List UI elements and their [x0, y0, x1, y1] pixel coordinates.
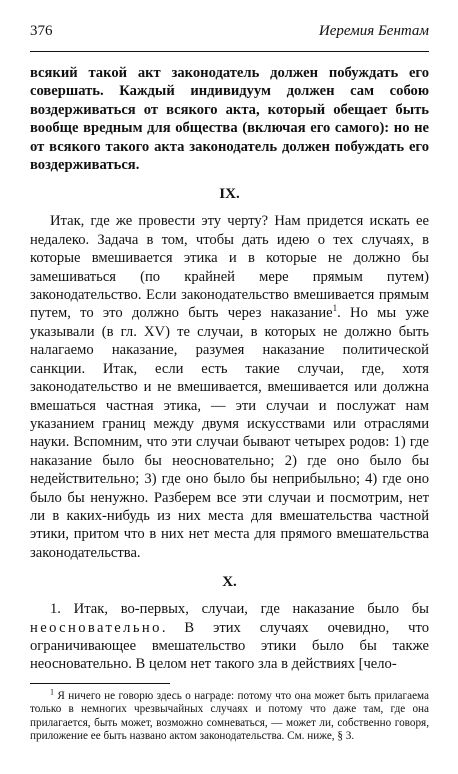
- section-heading-ix: IX.: [219, 186, 240, 203]
- paragraph-text: 1. Итак, во-первых, случаи, где наказание было бы: [50, 601, 429, 618]
- emphasized-word: неосновательно: [30, 619, 162, 636]
- page-number: 376: [30, 23, 53, 39]
- running-title: Иеремия Бентам: [318, 23, 429, 39]
- page-header: [30, 0, 429, 49]
- footnote-ref[interactable]: 1: [332, 303, 338, 314]
- header-rule: [30, 51, 429, 52]
- paragraph-text-cont: . Но мы уже указывали (в гл. XV) те случаи, в которых не должно быть налагаемо наказание, разумея наказание политической санкции. Итак, если есть такие случаи, где, хотя законодательство и не вмешивается, вмешивается или должна вмешаться частная этика, — эти случаи и послужат нам указанием границ между двумя искусствами или отраслями науки. Вспомним, что эти случаи бывают четырех родов: 1) где наказание было бы неосновательно; 2) где оно было бы недействительно; 3) где оно было бы неприбыльно; 4) где оно было бы ненужно. Разберем все эти случаи и посмотрим, нет ли в каких-нибудь из них места для вмешательства частной этики, притом что в них нет места для прямого вмешательства законодательства.: [30, 305, 429, 561]
- footnote-rule: [30, 683, 170, 684]
- paragraph-text-cont: . В этих случаях очевидно, что ограничивающее вмешательство этики было бы также неосновательно. В целом нет такого зла в действиях [чело-: [30, 619, 429, 673]
- footnote-text: Я ничего не говорю здесь о награде: потому что она может быть прилагаема только в немногих чрезвычайных случаях и потому что даже там, где она прилагается, быть может, возможно сомневаться, — может ли, собственно говоря, приложение ее быть названо актом законодательства. См. ниже, § 3.: [30, 689, 430, 742]
- section-heading-x: X.: [222, 574, 237, 591]
- footnote-mark: 1: [50, 687, 54, 697]
- carryover-paragraph: всякий такой акт законодатель должен побуждать его совершать. Каждый индивидуум должен сам собою воздерживаться от всякого акта, который обещает быть вообще вредным для общества (включая его самого): но не от всякого такого акта законодатель должен побуждать его воздерживаться.: [30, 65, 429, 174]
- body-paragraph: [30, 212, 429, 562]
- footnote: [30, 687, 430, 744]
- body-paragraph: [30, 600, 429, 674]
- paragraph-text: Итак, где же провести эту черту? Нам придется искать ее недалеко. Задача в том, чтобы дать идею о тех случаях, в которые вмешивается этика и в которые не должно бы замешиваться (по крайней мере прямым путем) законодательство. Если законодательство вмешивается прямым путем, то это должно быть через наказание: [30, 213, 429, 322]
